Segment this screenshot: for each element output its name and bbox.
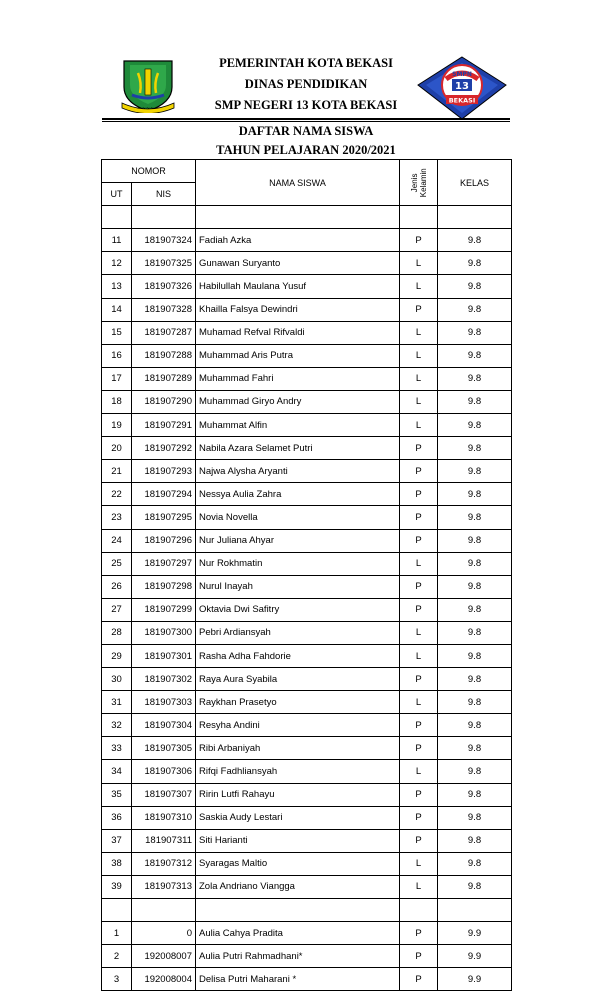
nis-cell: 181907292	[132, 437, 196, 460]
nis-cell: 181907326	[132, 275, 196, 298]
nis-cell: 181907311	[132, 829, 196, 852]
kelas-cell: 9.8	[438, 598, 512, 621]
gender-cell: L	[400, 275, 438, 298]
kelas-cell: 9.8	[438, 875, 512, 898]
smpn-13-badge-icon	[416, 55, 508, 121]
kelas-cell: 9.8	[438, 414, 512, 437]
table-row	[102, 460, 512, 483]
table-row	[102, 760, 512, 783]
kelas-cell: 9.8	[438, 552, 512, 575]
svg-text:~~~~~: ~~~~~	[137, 106, 159, 112]
school-name: SMP NEGERI 13 KOTA BEKASI	[214, 98, 398, 112]
nis-cell: 181907306	[132, 760, 196, 783]
ut-cell: 17	[102, 367, 132, 390]
table-row	[102, 275, 512, 298]
table-row	[102, 968, 512, 991]
kelas-cell: 9.8	[438, 390, 512, 413]
spacer-cell	[132, 206, 196, 229]
gender-cell: P	[400, 714, 438, 737]
name-cell: Resyha Andini	[196, 714, 400, 737]
group-separator	[102, 899, 512, 922]
kelas-cell: 9.8	[438, 229, 512, 252]
spacer-cell	[196, 899, 400, 922]
name-cell: Nur Juliana Ahyar	[196, 529, 400, 552]
kelas-cell: 9.8	[438, 691, 512, 714]
gender-cell: P	[400, 575, 438, 598]
nis-cell: 181907310	[132, 806, 196, 829]
ut-cell: 31	[102, 691, 132, 714]
gender-cell: L	[400, 621, 438, 644]
ut-cell: 2	[102, 945, 132, 968]
kelas-cell: 9.8	[438, 252, 512, 275]
kelas-cell: 9.8	[438, 714, 512, 737]
kelas-cell: 9.8	[438, 460, 512, 483]
table-row	[102, 668, 512, 691]
nis-cell: 192008004	[132, 968, 196, 991]
table-row	[102, 852, 512, 875]
gender-cell: P	[400, 298, 438, 321]
name-cell: Nurul Inayah	[196, 575, 400, 598]
gender-cell: P	[400, 668, 438, 691]
name-cell: Najwa Alysha Aryanti	[196, 460, 400, 483]
table-row	[102, 252, 512, 275]
nis-cell: 0	[132, 922, 196, 945]
ut-cell: 25	[102, 552, 132, 575]
ut-cell: 26	[102, 575, 132, 598]
table-row	[102, 922, 512, 945]
name-cell: Nabila Azara Selamet Putri	[196, 437, 400, 460]
table-row	[102, 529, 512, 552]
nis-cell: 192008007	[132, 945, 196, 968]
ut-cell: 24	[102, 529, 132, 552]
kelas-cell: 9.9	[438, 968, 512, 991]
nis-cell: 181907324	[132, 229, 196, 252]
kelas-cell: 9.8	[438, 783, 512, 806]
kelas-cell: 9.8	[438, 298, 512, 321]
ut-cell: 27	[102, 598, 132, 621]
nis-cell: 181907300	[132, 621, 196, 644]
ut-cell: 3	[102, 968, 132, 991]
spacer-cell	[196, 206, 400, 229]
nis-cell: 181907293	[132, 460, 196, 483]
ut-cell: 12	[102, 252, 132, 275]
spacer-cell	[102, 206, 132, 229]
ut-cell: 1	[102, 922, 132, 945]
group-2-rows	[102, 899, 512, 991]
gender-cell: P	[400, 483, 438, 506]
kelas-cell: 9.9	[438, 922, 512, 945]
table-row	[102, 714, 512, 737]
name-cell: Muhammad Aris Putra	[196, 344, 400, 367]
name-cell: Rifqi Fadhliansyah	[196, 760, 400, 783]
kelas-cell: 9.8	[438, 621, 512, 644]
table-row	[102, 644, 512, 667]
name-cell: Rasha Adha Fahdorie	[196, 644, 400, 667]
gender-cell: P	[400, 945, 438, 968]
spacer-cell	[438, 899, 512, 922]
gender-cell: L	[400, 691, 438, 714]
ut-cell: 15	[102, 321, 132, 344]
badge-number: 13	[455, 81, 469, 92]
name-cell: Pebri Ardiansyah	[196, 621, 400, 644]
spacer-cell	[400, 206, 438, 229]
gender-cell: P	[400, 460, 438, 483]
gender-cell: L	[400, 321, 438, 344]
ut-cell: 18	[102, 390, 132, 413]
ut-cell: 16	[102, 344, 132, 367]
gender-cell: L	[400, 852, 438, 875]
name-cell: Muhammad Giryo Andry	[196, 390, 400, 413]
ut-cell: 14	[102, 298, 132, 321]
gender-cell: L	[400, 760, 438, 783]
nis-cell: 181907295	[132, 506, 196, 529]
name-cell: Delisa Putri Maharani *	[196, 968, 400, 991]
ut-cell: 29	[102, 644, 132, 667]
kelas-cell: 9.8	[438, 852, 512, 875]
spacer-cell	[132, 899, 196, 922]
kelas-cell: 9.8	[438, 437, 512, 460]
header-rule-thin	[102, 121, 510, 122]
name-cell: Oktavia Dwi Safitry	[196, 598, 400, 621]
department-name: DINAS PENDIDIKAN	[244, 77, 368, 91]
ut-cell: 33	[102, 737, 132, 760]
name-cell: Khailla Falsya Dewindri	[196, 298, 400, 321]
ut-cell: 20	[102, 437, 132, 460]
table-row	[102, 945, 512, 968]
kelas-cell: 9.8	[438, 644, 512, 667]
name-cell: Gunawan Suryanto	[196, 252, 400, 275]
table-row	[102, 552, 512, 575]
header-nama-siswa: NAMA SISWA	[196, 160, 400, 206]
nis-cell: 181907298	[132, 575, 196, 598]
ut-cell: 23	[102, 506, 132, 529]
kelas-cell: 9.8	[438, 806, 512, 829]
nis-cell: 181907289	[132, 367, 196, 390]
spacer-cell	[400, 899, 438, 922]
gender-cell: L	[400, 414, 438, 437]
kelas-cell: 9.8	[438, 275, 512, 298]
gender-cell: P	[400, 968, 438, 991]
gender-cell: P	[400, 829, 438, 852]
table-row	[102, 598, 512, 621]
kelas-cell: 9.8	[438, 668, 512, 691]
gender-cell: L	[400, 875, 438, 898]
table-row	[102, 575, 512, 598]
gender-cell: L	[400, 552, 438, 575]
table-row	[102, 344, 512, 367]
gender-cell: P	[400, 229, 438, 252]
nis-cell: 181907307	[132, 783, 196, 806]
kelas-cell: 9.8	[438, 575, 512, 598]
gender-cell: L	[400, 344, 438, 367]
nis-cell: 181907301	[132, 644, 196, 667]
header-nomor: NOMOR	[102, 160, 196, 183]
nis-cell: 181907296	[132, 529, 196, 552]
name-cell: Raya Aura Syabila	[196, 668, 400, 691]
header-nis: NIS	[132, 183, 196, 206]
nis-cell: 181907302	[132, 668, 196, 691]
gender-cell: P	[400, 783, 438, 806]
ut-cell: 38	[102, 852, 132, 875]
table-row	[102, 806, 512, 829]
ut-cell: 35	[102, 783, 132, 806]
table-row	[102, 783, 512, 806]
kelas-cell: 9.8	[438, 760, 512, 783]
nis-cell: 181907299	[132, 598, 196, 621]
nis-cell: 181907287	[132, 321, 196, 344]
nis-cell: 181907304	[132, 714, 196, 737]
header-jenis-kelamin	[400, 160, 438, 206]
name-cell: Habilullah Maulana Yusuf	[196, 275, 400, 298]
name-cell: Fadiah Azka	[196, 229, 400, 252]
kelas-cell: 9.8	[438, 367, 512, 390]
name-cell: Ribi Arbaniyah	[196, 737, 400, 760]
nis-cell: 181907294	[132, 483, 196, 506]
header-rule	[102, 118, 510, 120]
spacer-cell	[102, 899, 132, 922]
kelas-cell: 9.8	[438, 829, 512, 852]
ut-cell: 36	[102, 806, 132, 829]
gender-cell: P	[400, 598, 438, 621]
table-row	[102, 390, 512, 413]
nis-cell: 181907297	[132, 552, 196, 575]
ut-cell: 37	[102, 829, 132, 852]
ut-cell: 32	[102, 714, 132, 737]
ut-cell: 13	[102, 275, 132, 298]
name-cell: Novia Novella	[196, 506, 400, 529]
gender-cell: P	[400, 437, 438, 460]
nis-cell: 181907303	[132, 691, 196, 714]
gender-cell: P	[400, 922, 438, 945]
ut-cell: 22	[102, 483, 132, 506]
svg-text:SMPN: SMPN	[452, 71, 472, 78]
table-row	[102, 829, 512, 852]
letterhead	[0, 0, 612, 125]
name-cell: Syaragas Maltio	[196, 852, 400, 875]
table-row	[102, 875, 512, 898]
kelas-cell: 9.8	[438, 344, 512, 367]
table-row	[102, 298, 512, 321]
header-ut: UT	[102, 183, 132, 206]
document-title: DAFTAR NAMA SISWA	[238, 124, 374, 138]
gender-cell: P	[400, 529, 438, 552]
table-row	[102, 691, 512, 714]
name-cell: Aulia Cahya Pradita	[196, 922, 400, 945]
name-cell: Saskia Audy Lestari	[196, 806, 400, 829]
nis-cell: 181907288	[132, 344, 196, 367]
ut-cell: 39	[102, 875, 132, 898]
document-subtitle: TAHUN PELAJARAN 2020/2021	[216, 143, 396, 157]
table-row	[102, 229, 512, 252]
nis-cell: 181907305	[132, 737, 196, 760]
name-cell: Ririn Lutfi Rahayu	[196, 783, 400, 806]
nis-cell: 181907328	[132, 298, 196, 321]
ut-cell: 19	[102, 414, 132, 437]
kelas-cell: 9.8	[438, 737, 512, 760]
kelas-cell: 9.8	[438, 483, 512, 506]
ut-cell: 11	[102, 229, 132, 252]
name-cell: Nur Rokhmatin	[196, 552, 400, 575]
table-row	[102, 367, 512, 390]
nis-cell: 181907312	[132, 852, 196, 875]
table-row	[102, 414, 512, 437]
nis-cell: 181907313	[132, 875, 196, 898]
gender-cell: L	[400, 390, 438, 413]
gender-cell: L	[400, 644, 438, 667]
table-row	[102, 506, 512, 529]
name-cell: Siti Harianti	[196, 829, 400, 852]
table-row	[102, 483, 512, 506]
gender-cell: L	[400, 367, 438, 390]
header-kelas: KELAS	[438, 160, 512, 206]
nis-cell: 181907291	[132, 414, 196, 437]
gender-cell: P	[400, 506, 438, 529]
group-1-rows	[102, 229, 512, 899]
table-row	[102, 737, 512, 760]
name-cell: Zola Andriano Viangga	[196, 875, 400, 898]
kelas-cell: 9.9	[438, 945, 512, 968]
ut-cell: 30	[102, 668, 132, 691]
gender-cell: L	[400, 252, 438, 275]
name-cell: Raykhan Prasetyo	[196, 691, 400, 714]
badge-text: BEKASI	[448, 96, 476, 105]
table-row	[102, 621, 512, 644]
kelas-cell: 9.8	[438, 321, 512, 344]
name-cell: Muhammad Fahri	[196, 367, 400, 390]
ut-cell: 28	[102, 621, 132, 644]
name-cell: Nessya Aulia Zahra	[196, 483, 400, 506]
gender-cell: P	[400, 737, 438, 760]
ut-cell: 34	[102, 760, 132, 783]
name-cell: Muhammat Alfin	[196, 414, 400, 437]
student-table	[101, 159, 512, 991]
nis-cell: 181907290	[132, 390, 196, 413]
government-name: PEMERINTAH KOTA BEKASI	[219, 56, 393, 70]
name-cell: Muhamad Refval Rifvaldi	[196, 321, 400, 344]
name-cell: Aulia Putri Rahmadhani*	[196, 945, 400, 968]
gender-cell: P	[400, 806, 438, 829]
table-row	[102, 437, 512, 460]
header-jenis-kelamin-label: Jenis Kelamin	[409, 168, 428, 198]
table-row	[102, 321, 512, 344]
spacer-cell	[438, 206, 512, 229]
nis-cell: 181907325	[132, 252, 196, 275]
kelas-cell: 9.8	[438, 506, 512, 529]
kota-bekasi-emblem-icon	[118, 55, 178, 113]
ut-cell: 21	[102, 460, 132, 483]
kelas-cell: 9.8	[438, 529, 512, 552]
